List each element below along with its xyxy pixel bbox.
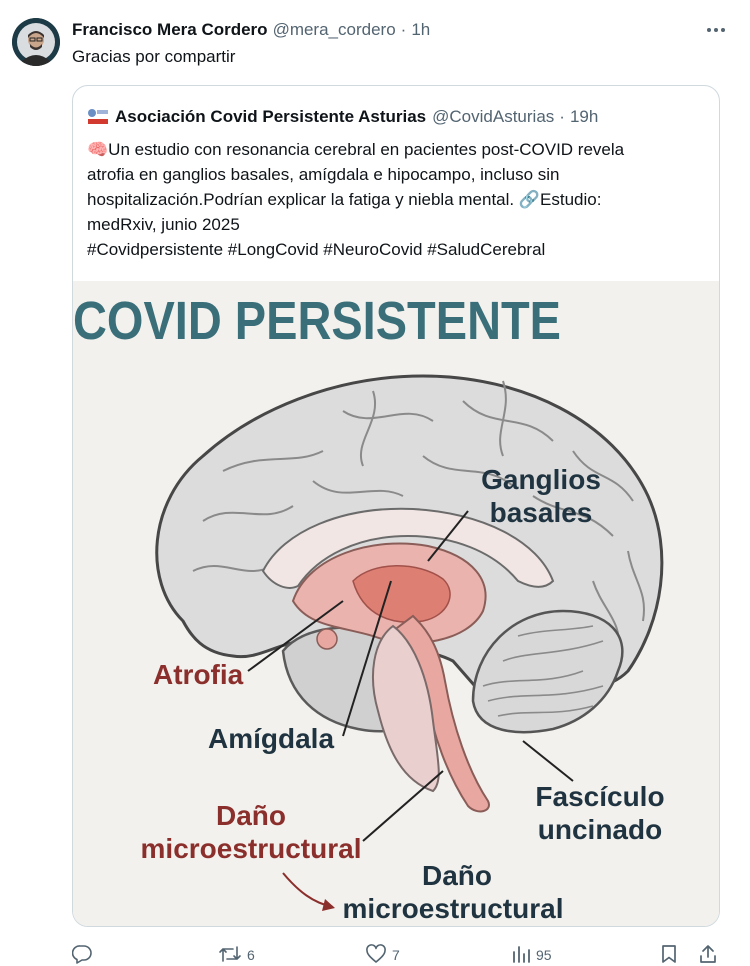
reply-button[interactable] xyxy=(72,940,97,966)
retweet-count: 6 xyxy=(247,947,255,963)
label-ganglios-2: basales xyxy=(489,497,593,528)
quote-text-line: atrofia en ganglios basales, amígdala e hipocampo, incluso sin xyxy=(87,165,560,184)
quoted-tweet[interactable] xyxy=(72,85,720,927)
quote-text-line: 🧠Un estudio con resonancia cerebral en pacientes post-COVID revela xyxy=(87,140,625,159)
quote-time[interactable]: 19h xyxy=(569,107,599,126)
quote-author-handle[interactable]: @CovidAsturias xyxy=(432,107,555,126)
heart-icon xyxy=(365,944,387,966)
quote-image[interactable] xyxy=(73,281,720,927)
label-dano-dark-2: microestructural xyxy=(342,893,564,924)
author-handle[interactable]: @mera_cordero xyxy=(272,20,396,39)
views-button[interactable] xyxy=(511,940,552,966)
quote-author-name[interactable]: Asociación Covid Persistente Asturias xyxy=(115,107,427,126)
quote-separator-dot: · xyxy=(559,107,565,126)
label-dano-red-2: microestructural xyxy=(140,833,362,864)
reply-icon xyxy=(72,944,92,966)
quote-text-line: medRxiv, junio 2025 xyxy=(87,215,240,234)
label-atrofia: Atrofia xyxy=(153,659,244,690)
label-dano-red-1: Daño xyxy=(216,800,286,831)
like-button[interactable] xyxy=(365,940,400,966)
share-icon xyxy=(698,944,718,966)
retweet-button[interactable] xyxy=(218,940,255,966)
views-chart-icon xyxy=(511,944,531,966)
quote-text xyxy=(87,137,707,262)
tweet-time[interactable]: 1h xyxy=(411,20,431,39)
label-ganglios-1: Ganglios xyxy=(481,464,601,495)
org-logo-icon xyxy=(87,107,109,127)
label-amigdala: Amígdala xyxy=(208,723,335,754)
label-fasciculo-2: uncinado xyxy=(537,814,663,845)
tweet-header xyxy=(72,18,430,42)
image-title: COVID PERSISTENTE xyxy=(73,291,561,351)
more-options-icon[interactable] xyxy=(704,18,728,42)
author-name[interactable]: Francisco Mera Cordero xyxy=(72,20,268,39)
separator-dot: · xyxy=(400,20,407,39)
bookmark-icon xyxy=(660,944,678,966)
action-bar xyxy=(72,940,722,966)
share-button[interactable] xyxy=(698,940,718,966)
views-count: 95 xyxy=(536,947,552,963)
author-avatar[interactable] xyxy=(12,18,60,66)
tweet-text: Gracias por compartir xyxy=(72,47,236,66)
like-count: 7 xyxy=(392,947,400,963)
quote-header xyxy=(87,106,598,128)
label-fasciculo-1: Fascículo xyxy=(535,781,665,812)
quote-hashtags[interactable]: #Covidpersistente #LongCovid #NeuroCovid #SaludCerebral xyxy=(87,240,546,259)
label-dano-dark-1: Daño xyxy=(422,860,492,891)
retweet-icon xyxy=(218,944,242,966)
quote-text-line: hospitalización.Podrían explicar la fatiga y niebla mental. 🔗Estudio: xyxy=(87,190,602,209)
bookmark-button[interactable] xyxy=(660,940,678,966)
